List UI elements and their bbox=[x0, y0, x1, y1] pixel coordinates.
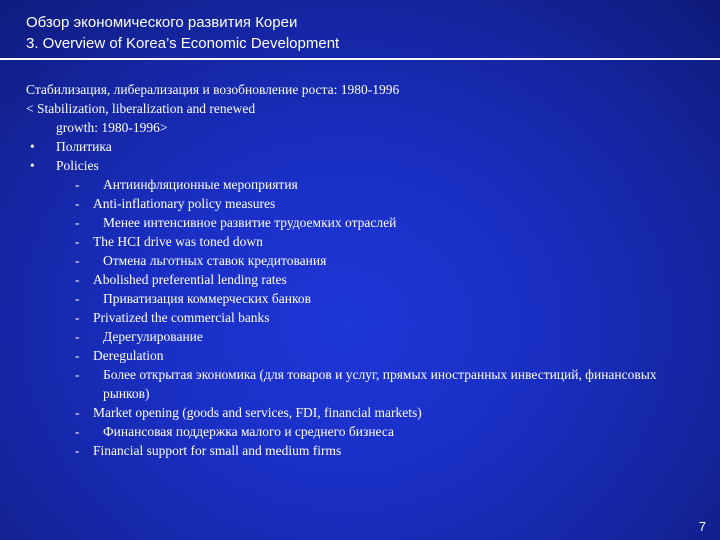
title-english: 3. Overview of Korea’s Economic Development bbox=[26, 35, 340, 52]
list-item bbox=[26, 327, 706, 346]
bullet-item bbox=[26, 156, 706, 175]
title-divider bbox=[0, 58, 720, 60]
dash-bullet: - bbox=[75, 329, 80, 344]
list-item-text: Abolished preferential lending rates bbox=[93, 272, 287, 287]
list-item-text: Менее интенсивное развитие трудоемких отраслей bbox=[103, 215, 397, 230]
dash-bullet: - bbox=[75, 424, 80, 439]
list-item bbox=[26, 403, 706, 422]
list-item bbox=[26, 194, 706, 213]
list-item bbox=[26, 308, 706, 327]
list-item-text: Финансовая поддержка малого и среднего бизнеса bbox=[103, 424, 395, 439]
list-item-text: Financial support for small and medium firms bbox=[93, 443, 342, 458]
dash-bullet: - bbox=[75, 310, 80, 325]
list-item-text: Privatized the commercial banks bbox=[93, 310, 270, 325]
dash-bullet: - bbox=[75, 234, 80, 249]
bullet-icon: • bbox=[30, 139, 35, 154]
dash-bullet: - bbox=[75, 196, 80, 211]
list-item-text: Market opening (goods and services, FDI, financial markets) bbox=[93, 405, 422, 420]
list-item-text: Антиинфляционные мероприятия bbox=[103, 177, 298, 192]
list-item bbox=[26, 175, 706, 194]
bullet-item bbox=[26, 137, 706, 156]
list-item-text: The HCI drive was toned down bbox=[93, 234, 263, 249]
dash-bullet: - bbox=[75, 177, 80, 192]
list-item-text: Anti-inflationary policy measures bbox=[93, 196, 276, 211]
slide-body bbox=[26, 80, 706, 460]
dash-bullet: - bbox=[75, 348, 80, 363]
list-item-text: Дерегулирование bbox=[103, 329, 203, 344]
list-item bbox=[26, 251, 706, 270]
dash-bullet: - bbox=[75, 367, 80, 382]
dash-bullet: - bbox=[75, 443, 80, 458]
heading-english-line-1: < Stabilization, liberalization and renewed bbox=[26, 101, 256, 116]
dash-bullet: - bbox=[75, 405, 80, 420]
list-item bbox=[26, 213, 706, 232]
list-item bbox=[26, 422, 706, 441]
dash-bullet: - bbox=[75, 272, 80, 287]
list-item bbox=[26, 232, 706, 251]
bullet-text: Policies bbox=[56, 158, 99, 173]
list-item bbox=[26, 441, 706, 460]
dash-bullet: - bbox=[75, 253, 80, 268]
list-item bbox=[26, 270, 706, 289]
list-item-text: Приватизация коммерческих банков bbox=[103, 291, 312, 306]
list-item bbox=[26, 289, 706, 308]
bullet-icon: • bbox=[30, 158, 35, 173]
slide-title bbox=[26, 12, 339, 54]
list-item bbox=[26, 365, 706, 403]
list-item bbox=[26, 346, 706, 365]
bullet-text: Политика bbox=[56, 139, 112, 154]
dash-bullet: - bbox=[75, 215, 80, 230]
dash-bullet: - bbox=[75, 291, 80, 306]
page-number: 7 bbox=[698, 519, 706, 534]
heading-english-line-2: growth: 1980-1996> bbox=[56, 120, 168, 135]
heading-russian: Стабилизация, либерализация и возобновление роста: 1980-1996 bbox=[26, 82, 400, 97]
list-item-text: Более открытая экономика (для товаров и услуг, прямых иностранных инвестиций, финансовых рынков) bbox=[103, 367, 657, 401]
list-item-text: Deregulation bbox=[93, 348, 164, 363]
list-item-text: Отмена льготных ставок кредитования bbox=[103, 253, 327, 268]
title-russian: Обзор экономического развития Кореи bbox=[26, 14, 298, 31]
policy-list bbox=[26, 175, 706, 460]
